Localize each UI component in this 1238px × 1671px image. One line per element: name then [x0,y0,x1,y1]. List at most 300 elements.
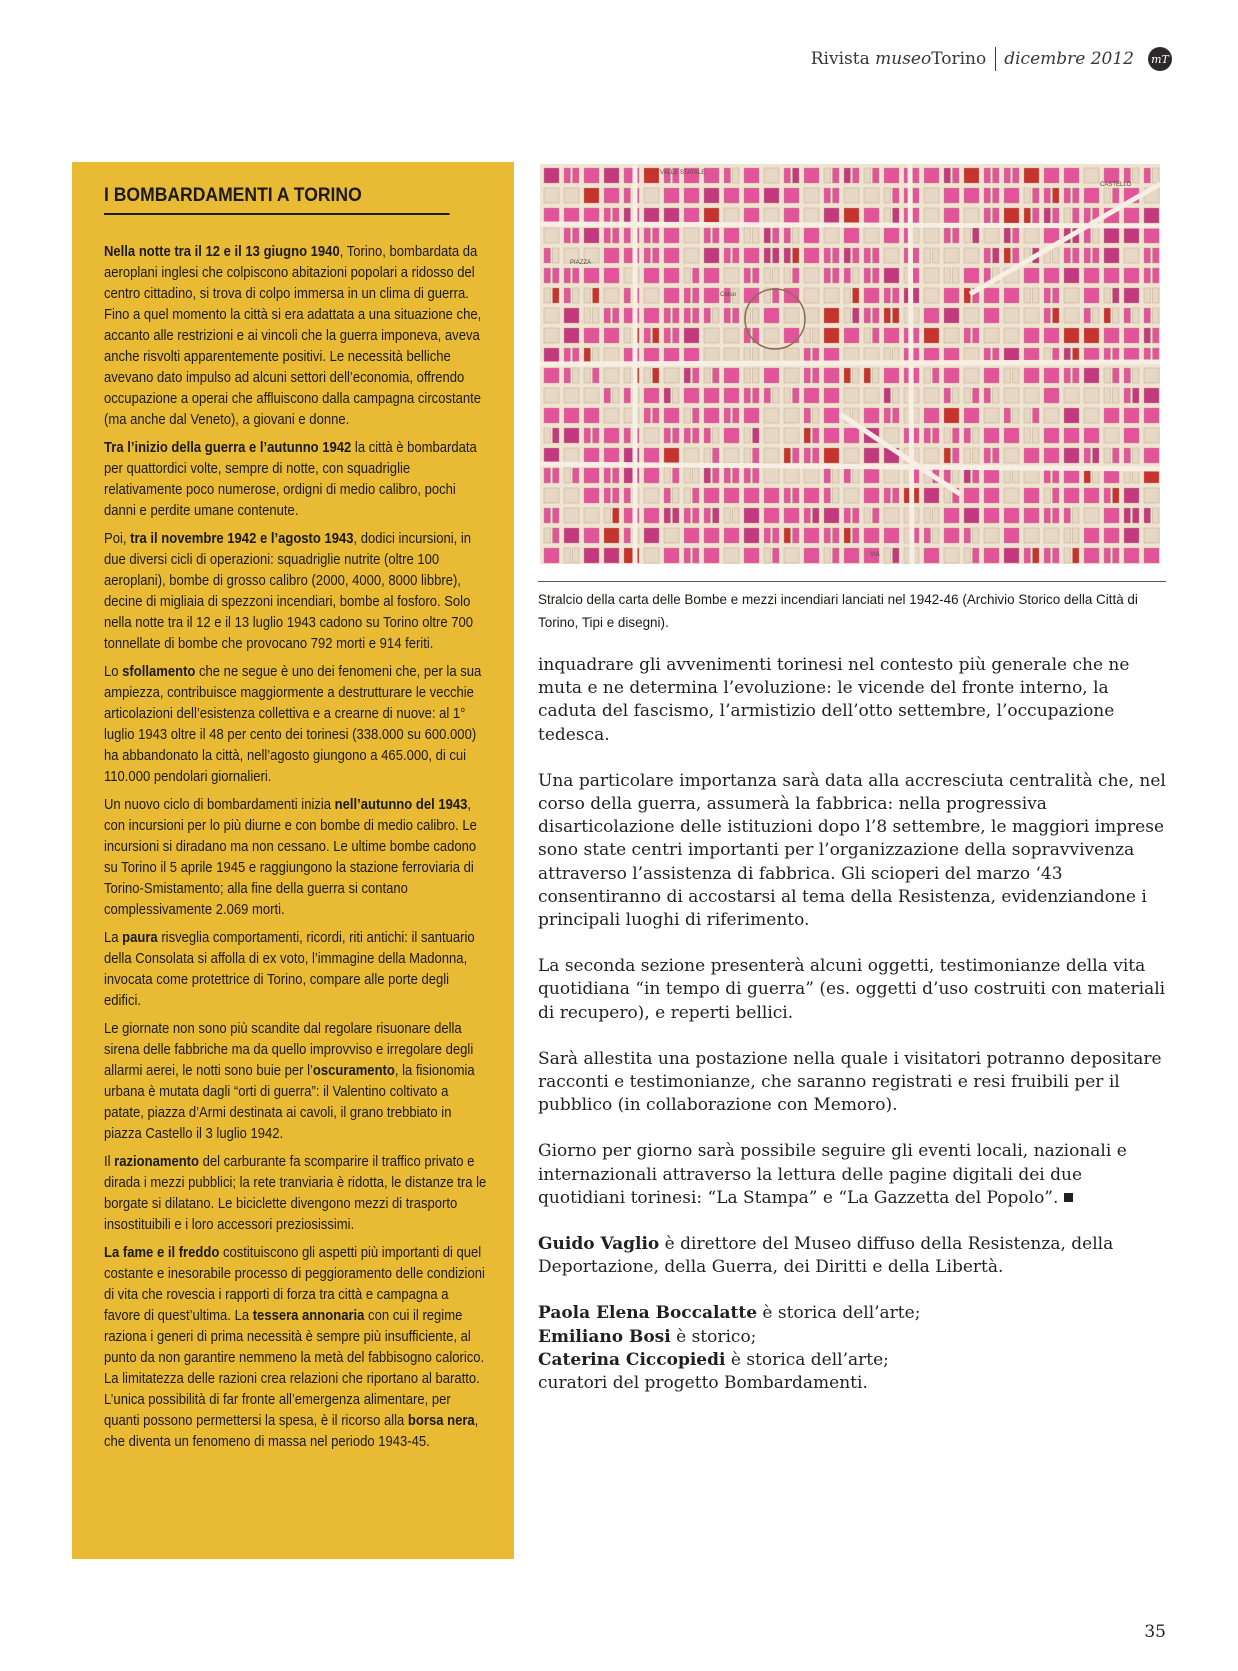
map-block [884,388,891,403]
map-block [804,528,819,543]
map-block [853,248,860,263]
map-block [613,228,620,243]
map-block [1084,448,1091,463]
map-block [924,248,931,263]
map-block [784,548,799,563]
map-block [864,448,879,463]
map-block [1104,268,1119,283]
map-block [604,308,611,323]
map-block [984,528,999,543]
article-paragraph: La seconda sezione presenterà alcuni oggetti, testimonianze della vita quotidiana “in tempo di guerra” (es. oggetti d’uso costruiti con materiali di recupero), e reperti bellici. [538,956,1166,1023]
map-block [1124,388,1131,403]
map-block [964,208,979,223]
map-block [833,468,840,483]
map-block [853,368,860,383]
map-block [704,508,711,523]
sidebar-paragraph: Le giornate non sono più scandite dal regolare risuonare della sirena delle fabbriche ma da quello improvviso e irregolare degli allarmi aerei, le notti sono buie per l’oscuramento, la fisionomia urbana è mutata dagli “orti di guerra”: il Valentino coltivato a patate, piazza d’Armi destinata ai cavoli, il grano trebbiato in piazza Castello il 3 luglio 1942. [104,1021,475,1142]
map-block [704,208,719,223]
map-block [564,308,579,323]
map-block [893,188,900,203]
map-block [793,528,800,543]
map-block [684,508,691,523]
article-paragraph: inquadrare gli avvenimenti torinesi nel contesto più generale che ne muta e ne determina l’evoluzione: le vicende del fronte interno, la caduta del fascismo, l’armistizio dell’otto settembre, l’occupazione tedesca. [538,655,1130,745]
map-block [584,528,599,543]
map-block [1133,168,1140,183]
map-block [724,388,739,403]
map-block [724,548,739,563]
map-block [884,208,891,223]
map-block [693,548,700,563]
map-block [924,328,939,343]
map-block [993,168,1000,183]
header-divider [995,47,996,71]
map-block [1004,508,1019,523]
map-block [864,368,871,383]
map-block [964,548,971,563]
map-block [804,548,819,563]
sidebar-paragraph: Nella notte tra il 12 e il 13 giugno 1940, Torino, bombardata da aeroplani inglesi che colpiscono abitazioni popolari a ridosso del centro cittadino, si trova di colpo immersa in un clima di guerra. Fino a quel momento la città si era adattata a una situazione che, accanto alle restrizioni e ai vincoli che la guerra imponeva, aveva anche risvolti apparentemente positivi. Le necessità belliche avevano dato impulso ad alcuni settori dell’economia, offrendo occupazione a operai che affluiscono dalla campagna circostante (ma anche dal Veneto), a giovani e donne. [104,244,482,428]
map-block [564,468,571,483]
map-block [593,288,600,303]
map-block [1144,228,1159,243]
map-block [684,308,691,323]
map-block [884,188,891,203]
map-block [953,268,960,283]
map-block [924,548,939,563]
map-block [973,328,980,343]
map-block [913,188,920,203]
sidebar-title: I BOMBARDAMENTI A TORINO [104,184,450,215]
map-block [1013,408,1020,423]
map-block [684,208,699,223]
map-block [584,228,599,243]
map-block [944,248,959,263]
map-block [604,388,611,403]
map-block [824,208,839,223]
map-block [753,388,760,403]
map-block [1024,288,1031,303]
map-block [1144,248,1151,263]
map-block [724,408,731,423]
map-block [1053,248,1060,263]
map-block [1113,188,1120,203]
map-block [653,368,660,383]
map-block [713,308,720,323]
map-block [853,528,860,543]
map-block [884,488,891,503]
map-block [1144,208,1159,223]
map-block [924,428,931,443]
map-block [713,428,720,443]
map-block [884,408,891,423]
map-block [804,288,819,303]
map-block [744,368,751,383]
map-block [764,268,771,283]
map-block [813,328,820,343]
map-block [833,168,840,183]
map-block [1124,408,1139,423]
map-block [544,408,559,423]
map-block [1004,208,1019,223]
map-block [704,548,719,563]
map-block [953,228,960,243]
map-block [984,408,999,423]
map-block [913,268,920,283]
map-block [733,308,740,323]
sidebar-paragraph: La paura risveglia comportamenti, ricordi, riti antichi: il santuario della Consolata si affolla di ex voto, l’immagine della Madonna, invocata come protettrice di Torino, compare alle porte degli edifici. [104,930,475,1009]
map-block [1013,248,1020,263]
map-block [564,548,571,563]
map-block [944,528,959,543]
map-block [1064,548,1071,563]
map-block [564,208,579,223]
map-block [784,408,799,423]
map-block [564,488,579,503]
map-block [1073,508,1080,523]
map-block [1144,428,1159,443]
map-block [1084,548,1099,563]
map-block [873,368,880,383]
map-block [724,488,739,503]
map-block [673,488,680,503]
running-header [811,44,1172,74]
map-block [1053,308,1060,323]
map-block [564,328,579,343]
map-block [644,548,659,563]
map-block [553,528,560,543]
map-block [773,388,780,403]
map-block [693,288,700,303]
map-block [804,248,819,263]
map-block [1084,328,1099,343]
curator-line: Caterina Ciccopiedi è storica dell’arte; [538,1349,889,1370]
map-block [544,488,559,503]
map-block [1064,428,1079,443]
map-block [844,428,859,443]
map-block [544,368,559,383]
map-block [713,228,720,243]
map-block [704,168,719,183]
map-block [644,428,659,443]
map-block [924,528,931,543]
map-block [1064,188,1071,203]
map-block [844,188,859,203]
map-block [624,328,631,343]
map-block [873,168,880,183]
map-block [984,428,999,443]
map-block [544,448,559,463]
map-block [824,388,839,403]
map-block [1113,308,1120,323]
map-block [1153,248,1160,263]
museo-torino-logo-icon: mT [1148,47,1172,71]
map-block [1024,208,1031,223]
map-block [693,408,700,423]
map-block [1084,488,1099,503]
map-block [773,528,780,543]
map-block [853,508,860,523]
map-block [593,428,600,443]
map-block [844,448,859,463]
map-block [844,328,859,343]
map-block [864,488,879,503]
map-block [573,268,580,283]
map-block [933,248,940,263]
map-block [913,228,920,243]
map-block [653,228,660,243]
map-block [984,248,991,263]
map-block [1004,228,1011,243]
map-block [884,288,891,303]
map-block [844,468,851,483]
map-block [693,428,700,443]
map-block [773,548,780,563]
map-block [764,328,779,343]
map-block [973,528,980,543]
map-block [704,428,711,443]
map-block [1024,448,1039,463]
sidebar-box [72,162,514,1559]
map-block [1104,188,1111,203]
map-block [644,228,651,243]
map-block [1133,388,1140,403]
map-block [864,408,879,423]
map-block [893,208,900,223]
map-block [844,548,859,563]
map-block [1024,388,1039,403]
map-block [764,188,779,203]
map-block [684,408,691,423]
map-block [624,388,631,403]
map-block [1084,528,1099,543]
map-block [564,528,579,543]
map-block [1033,428,1040,443]
map-block [1113,448,1120,463]
map-block [764,528,771,543]
map-block [564,368,571,383]
map-block [1024,488,1039,503]
map-block [1064,388,1079,403]
map-block [1073,368,1080,383]
map-block [664,208,679,223]
map-block [853,468,860,483]
map-block [604,368,619,383]
map-block [644,388,659,403]
map-block [973,548,980,563]
map-block [804,328,811,343]
map-block [564,288,571,303]
map-block [1044,528,1059,543]
map-block [1044,368,1059,383]
map-block [744,448,751,463]
map-block [704,468,711,483]
map-block [984,288,999,303]
map-block [884,528,899,543]
map-block [1013,368,1020,383]
map-block [593,368,600,383]
map-block [1084,188,1099,203]
map-label-castello: CASTELLO [1100,182,1132,188]
map-block [544,208,559,223]
map-block [753,228,760,243]
map-block [713,448,720,463]
map-block [664,188,679,203]
sidebar-paragraph: Il razionamento del carburante fa scomparire il traffico privato e dirada i mezzi pubblici; la rete tranviaria è ridotta, le distanze tra le borgate si dilatano. Le biciclette divengono mezzi di trasporto insostituibili e i loro accessori preziosissimi. [104,1154,487,1233]
map-block [824,268,831,283]
curator-closing: curatori del progetto Bombardamenti. [538,1373,868,1394]
map-block [584,208,599,223]
map-block [664,388,671,403]
map-block [684,268,691,283]
map-block [1024,168,1039,183]
map-block [944,208,959,223]
map-block [924,508,931,523]
map-block [824,228,839,243]
map-block [724,468,731,483]
magazine-name: Rivista museoTorino [810,49,987,69]
map-block [864,328,871,343]
map-label-via: VIA [870,552,880,558]
map-block [684,428,691,443]
map-block [833,248,840,263]
map-block [753,268,760,283]
map-block [624,528,631,543]
map-block [884,308,891,323]
map-block [644,188,659,203]
map-block [664,428,671,443]
map-block [1064,528,1071,543]
map-block [684,468,691,483]
map-block [624,368,631,383]
map-block [644,328,651,343]
map-block [964,308,979,323]
map-block [724,188,739,203]
map-block [1044,268,1059,283]
map-block [704,388,719,403]
map-block [733,508,740,523]
map-block [1124,248,1139,263]
map-block [1084,308,1091,323]
map-block [1104,548,1111,563]
map-block [1064,328,1079,343]
map-block [644,488,659,503]
map-block [544,508,551,523]
map-block [804,488,819,503]
map-block [1133,508,1140,523]
map-block [993,248,1000,263]
map-block [873,508,880,523]
map-block [1124,228,1139,243]
map-block [544,308,559,323]
map-block [724,248,731,263]
map-block [784,448,791,463]
map-block [604,248,619,263]
map-block [1073,188,1080,203]
map-block [1053,208,1060,223]
map-block [973,388,980,403]
map-block [764,448,779,463]
map-block [1004,548,1019,563]
map-block [1004,168,1011,183]
map-block [764,508,779,523]
map-block [784,388,791,403]
map-block [1024,328,1039,343]
map-block [964,468,971,483]
map-block [944,168,951,183]
map-block [753,348,760,363]
map-block [684,448,699,463]
map-block [833,268,840,283]
map-block [884,428,899,443]
map-block [1033,208,1040,223]
map-block [744,208,759,223]
map-block [844,288,851,303]
map-block [564,228,571,243]
map-block [673,308,680,323]
map-block [753,308,760,323]
map-block [684,348,699,363]
map-block [824,328,839,343]
map-block [704,488,719,503]
map-block [544,168,559,183]
map-block [1084,428,1099,443]
map-block [844,228,859,243]
map-block [1104,168,1119,183]
map-block [1004,188,1019,203]
map-block [964,168,979,183]
map-block [1073,208,1080,223]
map-block [784,188,799,203]
map-block [1044,208,1051,223]
map-block [744,228,751,243]
sidebar-paragraph: La fame e il freddo costituiscono gli aspetti più importanti di quel costante e inesorabile processo di peggioramento delle condizioni di vita che rovescia i rapporti di forza tra città e campagna a favore di quest’ultima. La tessera annonaria con cui il regime raziona i generi di prima necessità è sempre più insufficiente, al punto da non garantire nemmeno la metà del fabbisogno calorico. La limitatezza delle razioni crea relazioni che riportano al baratto. L’unica possibilità di far fronte all’emergenza alimentare, per quanti possono permettersi la spesa, è il ricorso alla borsa nera, che diventa un fenomeno di massa nel periodo 1943-45. [104,1245,485,1450]
map-block [573,348,580,363]
map-block [844,248,851,263]
map-block [964,248,979,263]
map-block [1104,428,1119,443]
map-block [1104,448,1111,463]
map-block [584,348,591,363]
map-block [984,468,999,483]
map-block [944,288,959,303]
map-block [1153,288,1160,303]
map-block [784,208,799,223]
map-block [844,488,859,503]
map-block [584,548,599,563]
map-block [964,428,971,443]
map-block [1044,548,1051,563]
page-number: 35 [1144,1622,1166,1642]
map-block [653,328,660,343]
map-block [804,508,811,523]
map-block [733,248,740,263]
map-block [724,308,731,323]
map-block [573,548,580,563]
map-block [1084,208,1091,223]
map-block [753,428,760,443]
map-block [704,268,719,283]
map-block [664,268,679,283]
map-block [964,448,971,463]
map-block [864,468,879,483]
map-block [544,328,559,343]
map-block [1144,408,1159,423]
map-block [893,288,900,303]
article-paragraph: Una particolare importanza sarà data alla accresciuta centralità che, nel corso della guerra, assumerà la fabbrica: nella progressiva disarticolazione delle istituzioni dopo l’8 settembre, le maggiori imprese sono state centri importanti per l’organizzazione della sopravvivenza attraverso l’assistenza di fabbrica. Gli scioperi del marzo ‘43 consentiranno di accostarsi al tema della Resistenza, evidenziandone i principali luoghi di riferimento. [538,770,1166,931]
map-block [1104,248,1119,263]
map-block [1144,548,1159,563]
map-block [953,388,960,403]
